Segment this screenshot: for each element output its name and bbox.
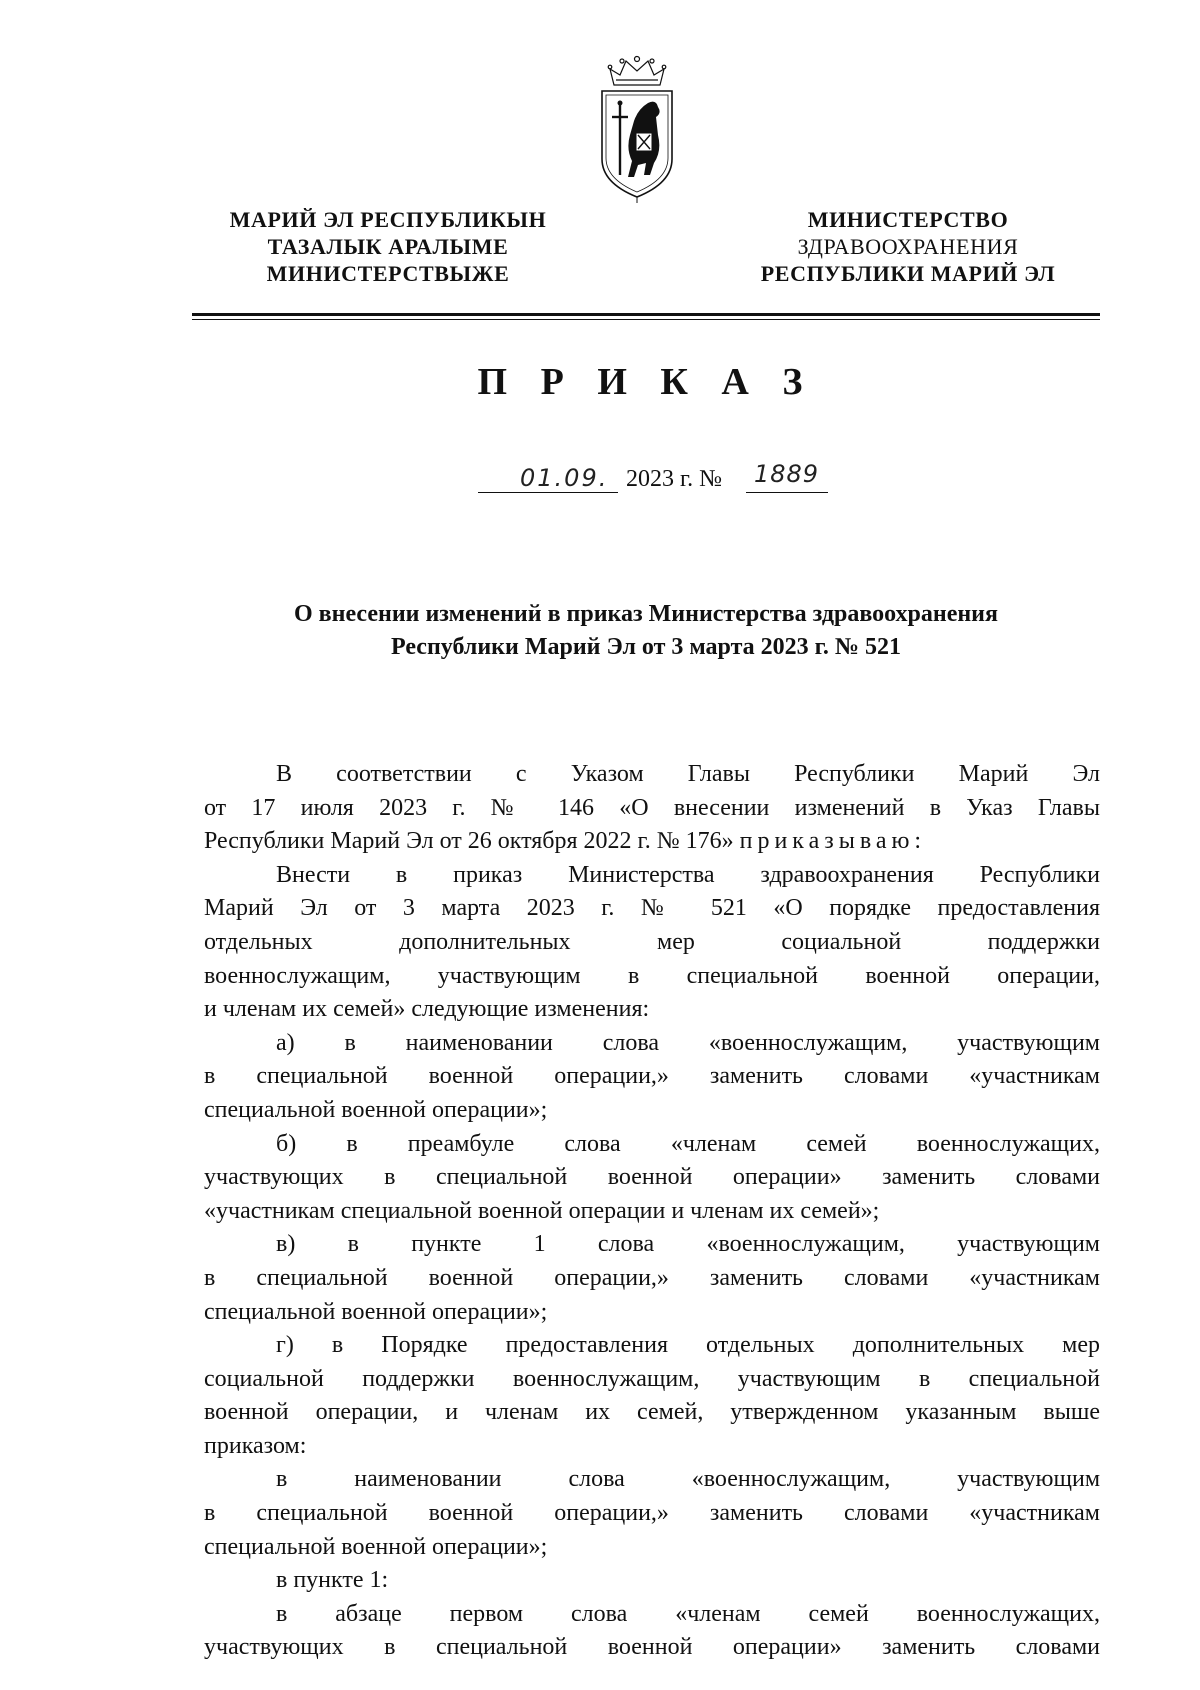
subject-line-2: Республики Марий Эл от 3 марта 2023 г. № 521 <box>391 634 901 660</box>
handwritten-number: 1889 <box>754 460 820 488</box>
header-left-line-2: ТАЗАЛЫК АРАЛЫМЕ <box>267 234 509 259</box>
header-left-line-3: МИНИСТЕРСТВЫЖЕ <box>266 261 510 286</box>
body-line: в) в пункте 1 слова «военнослужащим, участвующим <box>276 1231 1100 1258</box>
body-line-text: Республики Марий Эл от 26 октября 2022 г. № 176» приказываю: <box>204 828 927 855</box>
body-line: социальной поддержки военнослужащим, участвующим в специальной <box>204 1365 1100 1392</box>
body-line: специальной военной операции»; <box>204 1533 548 1560</box>
body-line: специальной военной операции»; <box>204 1298 548 1325</box>
header-mari-name <box>178 206 598 287</box>
body-line: г) в Порядке предоставления отдельных дополнительных мер <box>276 1332 1100 1359</box>
subject-line-1: О внесении изменений в приказ Министерства здравоохранения <box>293 601 998 627</box>
body-line: б) в преамбуле слова «членам семей военнослужащих, <box>276 1130 1100 1157</box>
body-line: приказом: <box>204 1432 307 1459</box>
body-line: Внести в приказ Министерства здравоохранения Республики <box>276 861 1100 888</box>
number-underline <box>746 492 828 493</box>
coat-of-arms-icon <box>592 55 682 205</box>
body-line: в специальной военной операции,» заменить словами «участникам <box>204 1264 1100 1291</box>
header-russian-name <box>718 206 1098 287</box>
body-line: и членам их семей» следующие изменения: <box>204 996 650 1023</box>
body-line: военнослужащим, участвующим в специальной военной операции, <box>204 962 1100 989</box>
body-line: В соответствии с Указом Главы Республики Марий Эл <box>276 761 1100 787</box>
date-year-number-label: 2023 г. № <box>626 466 723 492</box>
handwritten-date: 01.09. <box>520 464 609 492</box>
document-title: П Р И К А З <box>477 361 815 403</box>
body-line: в специальной военной операции,» заменить словами «участникам <box>204 1063 1100 1090</box>
body-line: участвующих в специальной военной операции» заменить словами <box>204 1634 1100 1661</box>
body-line: военной операции, и членам их семей, утвержденном указанным выше <box>204 1399 1100 1426</box>
header-left-line-1: МАРИЙ ЭЛ РЕСПУБЛИКЫН <box>229 207 547 232</box>
body-line: отдельных дополнительных мер социальной поддержки <box>204 928 1100 955</box>
body-line: Марий Эл от 3 марта 2023 г. № 521 «О порядке предоставления <box>204 895 1100 922</box>
header-right-line-2: ЗДРАВООХРАНЕНИЯ <box>797 234 1019 259</box>
body-line: участвующих в специальной военной операции» заменить словами <box>204 1164 1100 1191</box>
body-line: в абзаце первом слова «членам семей военнослужащих, <box>276 1600 1100 1627</box>
document-subject <box>192 598 1100 664</box>
body-line: в специальной военной операции,» заменить словами «участникам <box>204 1500 1100 1527</box>
document-body <box>204 758 1100 1665</box>
body-line <box>204 825 1100 859</box>
header-divider-thin <box>192 319 1100 320</box>
body-line: от 17 июля 2023 г. № 146 «О внесении изменений в Указ Главы <box>204 794 1100 821</box>
order-verb: приказываю: <box>739 828 927 855</box>
date-underline <box>478 492 618 493</box>
header-right-line-3: РЕСПУБЛИКИ МАРИЙ ЭЛ <box>760 261 1056 286</box>
date-number-line <box>478 462 898 498</box>
body-line: «участникам специальной военной операции и членам их семей»; <box>204 1197 880 1224</box>
body-line: специальной военной операции»; <box>204 1096 548 1123</box>
header-divider-thick <box>192 313 1100 316</box>
body-line: в пункте 1: <box>276 1567 389 1594</box>
body-line: а) в наименовании слова «военнослужащим, участвующим <box>276 1029 1100 1056</box>
header-right-line-1: МИНИСТЕРСТВО <box>807 207 1009 232</box>
body-line: в наименовании слова «военнослужащим, участвующим <box>276 1466 1100 1493</box>
